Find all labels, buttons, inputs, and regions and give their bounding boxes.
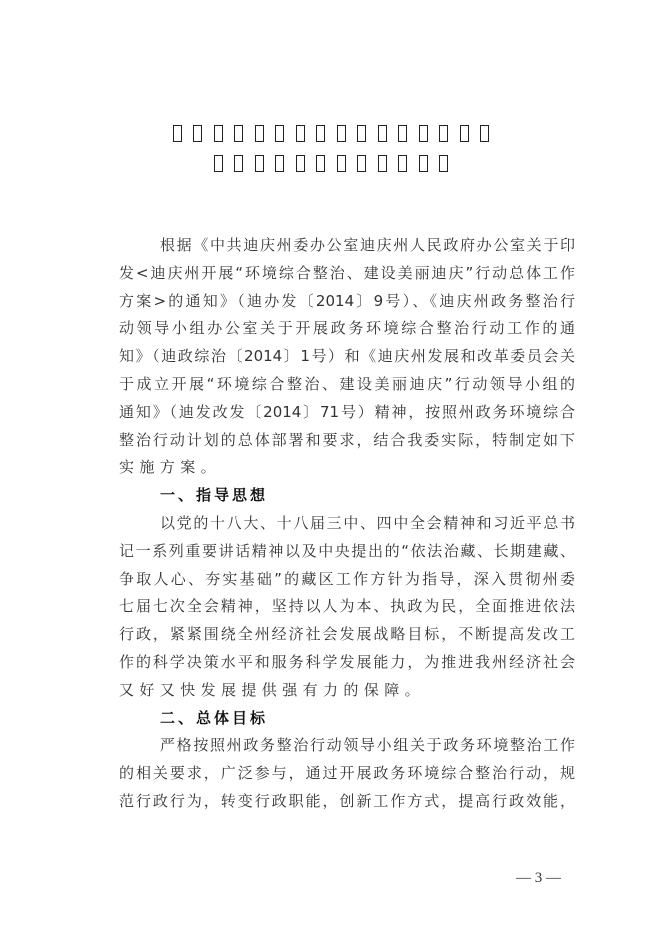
paragraph-line: 方案>的通知》（迪办发〔2014〕9号）、《迪庆州政务整治行 [119, 291, 575, 310]
missing-glyph-box [275, 155, 284, 172]
paragraph-line: 记一系列重要讲话精神以及中央提出的“依法治藏、长期建藏、 [119, 541, 575, 560]
missing-glyph-box [337, 125, 346, 142]
title-line-2 [0, 155, 662, 179]
missing-glyph-box [316, 155, 325, 172]
paragraph-line: 争取人心、夯实基础”的藏区工作方针为指导，深入贯彻州委 [119, 569, 575, 588]
paragraph-line: 动领导小组办公室关于开展政务环境综合整治行动工作的通 [119, 319, 575, 338]
paragraph-line: 又好又快发展提供强有力的保障。 [119, 680, 426, 699]
missing-glyph-box [234, 125, 243, 142]
paragraph-line: 以党的十八大、十八届三中、四中全会精神和习近平总书 [160, 514, 575, 532]
paragraph-line: 实施方案。 [119, 458, 222, 477]
missing-glyph-box [296, 155, 305, 172]
missing-glyph-box [234, 155, 243, 172]
paragraph-line: 严格按照州政务整治行动领导小组关于政务环境整治工作 [160, 736, 575, 755]
missing-glyph-box [255, 125, 264, 142]
paragraph-line: 的相关要求，广泛参与，通过开展政务环境综合整治行动，规 [119, 764, 575, 783]
paragraph-line: 通知》（迪发改发〔2014〕71号）精神，按照州政务环境综合 [119, 402, 575, 421]
paragraph-line: 发<迪庆州开展“环境综合整治、建设美丽迪庆”行动总体工作 [119, 263, 575, 282]
section-heading: 二、总体目标 [160, 708, 269, 727]
paragraph-line: 行政，紧紧围绕全州经济社会发展战略目标，不断提高发改工 [119, 625, 575, 644]
missing-glyph-box [173, 125, 182, 142]
missing-glyph-box [419, 125, 428, 142]
paragraph-line: 范行政行为，转变行政职能，创新工作方式，提高行政效能， [119, 792, 575, 810]
missing-glyph-box [296, 125, 305, 142]
missing-glyph-box [439, 125, 448, 142]
missing-glyph-box [255, 155, 264, 172]
paragraph-line: 根据《中共迪庆州委办公室迪庆州人民政府办公室关于印 [160, 236, 575, 254]
paragraph-line: 整治行动计划的总体部署和要求，结合我委实际，特制定如下 [119, 430, 575, 449]
missing-glyph-box [460, 125, 469, 142]
missing-glyph-box [378, 125, 387, 142]
paragraph-line: 于成立开展“环境综合整治、建设美丽迪庆”行动领导小组的 [119, 375, 575, 393]
missing-glyph-box [214, 125, 223, 142]
missing-glyph-box [419, 155, 428, 172]
paragraph-line: 知》（迪政综治〔2014〕1号）和《迪庆州发展和改革委员会关 [119, 347, 575, 366]
page-number: — 3 — [516, 870, 561, 886]
missing-glyph-box [398, 125, 407, 142]
missing-glyph-box [337, 155, 346, 172]
missing-glyph-box [357, 125, 366, 142]
missing-glyph-box [214, 155, 223, 172]
paragraph-line: 作的科学决策水平和服务科学发展能力，为推进我州经济社会 [119, 653, 575, 671]
missing-glyph-box [439, 155, 448, 172]
missing-glyph-box [398, 155, 407, 172]
missing-glyph-box [480, 125, 489, 142]
missing-glyph-box [378, 155, 387, 172]
missing-glyph-box [193, 125, 202, 142]
title-line-1 [0, 125, 662, 149]
missing-glyph-box [316, 125, 325, 142]
paragraph-line: 七届七次全会精神，坚持以人为本、执政为民，全面推进依法 [119, 597, 575, 616]
section-heading: 一、指导思想 [160, 486, 269, 505]
missing-glyph-box [357, 155, 366, 172]
missing-glyph-box [275, 125, 284, 142]
